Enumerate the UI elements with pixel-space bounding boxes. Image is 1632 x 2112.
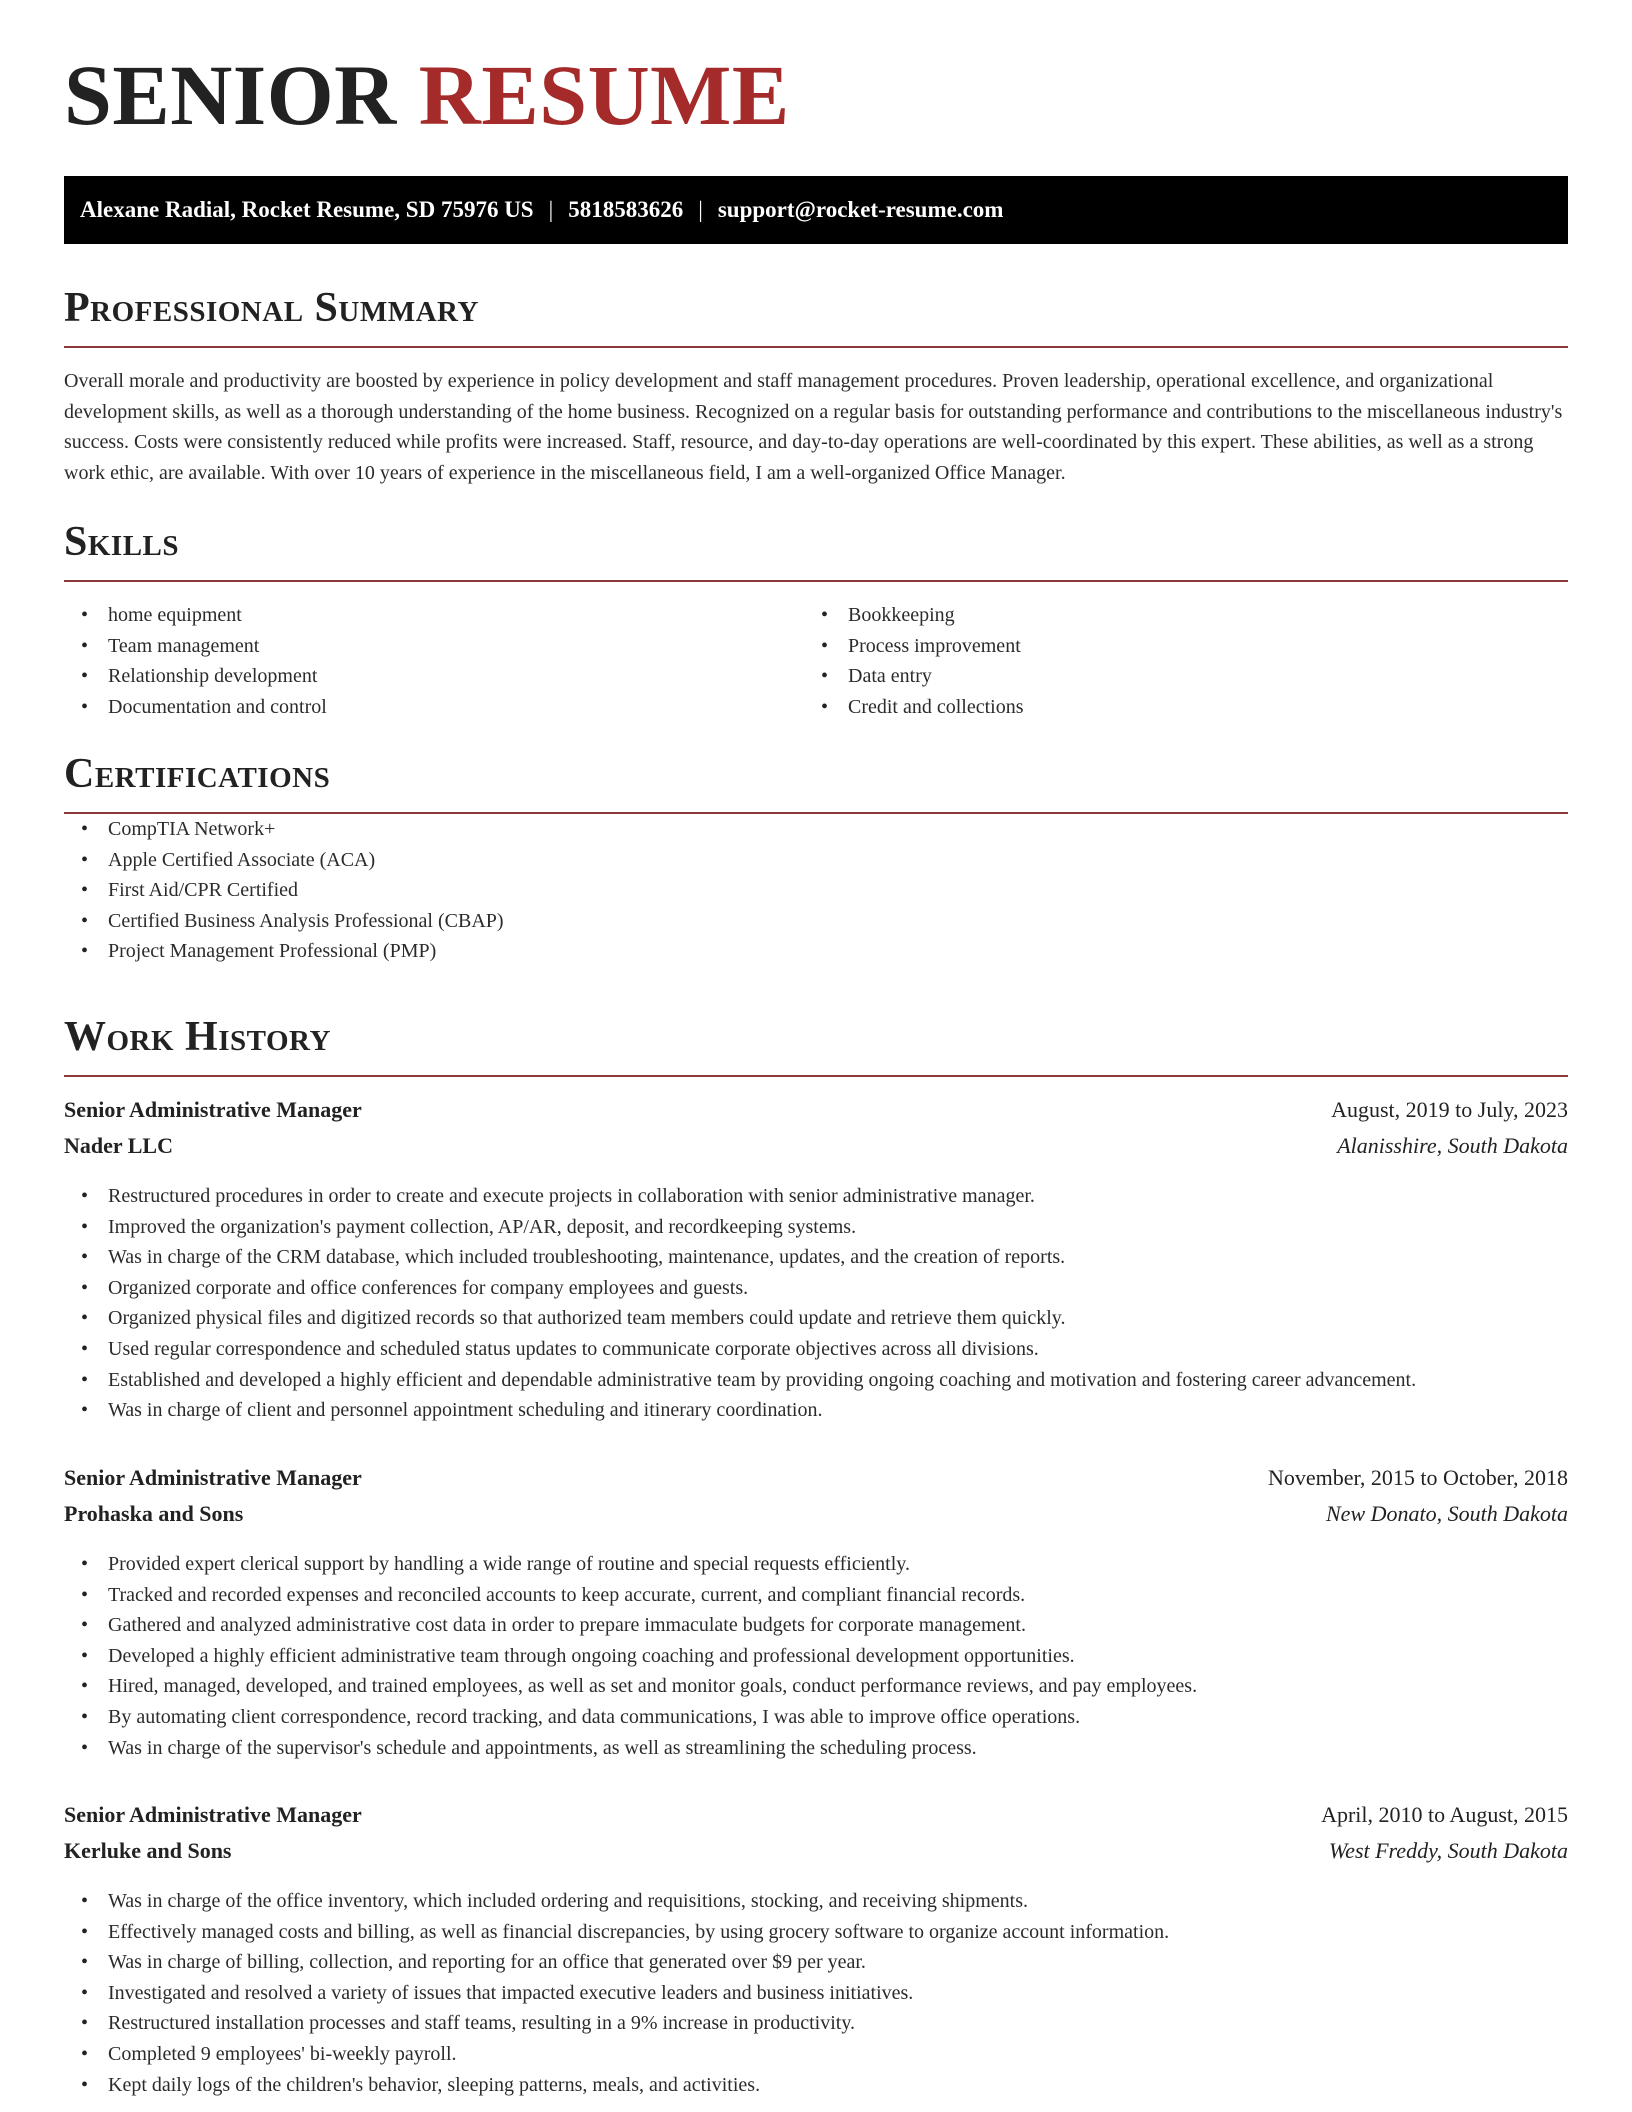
title-first-word: SENIOR xyxy=(64,47,397,143)
job-duty-item: • Kept daily logs of the children's behavior, sleeping patterns, meals, and activities. xyxy=(64,2070,1568,2101)
job-dates: April, 2010 to August, 2015 xyxy=(1321,1802,1568,1827)
title-second-word: RESUME xyxy=(418,47,790,143)
skill-item: • Team management xyxy=(64,631,804,662)
certification-item: • First Aid/CPR Certified xyxy=(64,875,1568,906)
job-duty-item: • Was in charge of billing, collection, and reporting for an office that generated over $9 per year. xyxy=(64,1947,1568,1978)
job-duty-item: • Restructured procedures in order to create and execute projects in collaboration with senior administrative manager. xyxy=(64,1181,1568,1212)
job-header-row xyxy=(64,1097,1568,1133)
job-entry xyxy=(64,1465,1568,1763)
job-duty-item: • Gathered and analyzed administrative cost data in order to prepare immaculate budgets for corporate management. xyxy=(64,1610,1568,1641)
certifications-heading: Certifications xyxy=(64,751,331,797)
job-dates: November, 2015 to October, 2018 xyxy=(1267,1465,1568,1490)
section-divider xyxy=(64,346,1568,348)
resume-title xyxy=(64,47,790,143)
skill-item: • Process improvement xyxy=(804,631,1544,662)
contact-bar xyxy=(64,176,1568,244)
job-duty-item: • Restructured installation processes and staff teams, resulting in a 9% increase in productivity. xyxy=(64,2008,1568,2039)
job-entry xyxy=(64,1802,1568,2100)
job-location: Alanisshire, South Dakota xyxy=(1337,1133,1568,1158)
job-duty-item: • Developed a highly efficient administrative team through ongoing coaching and professional development opportunities. xyxy=(64,1641,1568,1672)
job-duty-item: • Used regular correspondence and scheduled status updates to communicate corporate objectives across all divisions. xyxy=(64,1334,1568,1365)
job-duties-list xyxy=(64,1886,1568,2100)
summary-text: Overall morale and productivity are boosted by experience in policy development and staff management procedures. Proven leadership, operational excellence, and organizational development skills, as well as a thorough understanding of the home business. Recognized on a regular basis for outstanding performance and contributions to the miscellaneous industry's success. Costs were consistently reduced while profits were increased. Staff, resource, and day-to-day operations are well-coordinated by this expert. These abilities, as well as a strong work ethic, are available. With over 10 years of experience in the miscellaneous field, I am a well-organized Office Manager. xyxy=(64,370,1563,484)
job-duty-item: • Improved the organization's payment collection, AP/AR, deposit, and recordkeeping systems. xyxy=(64,1212,1568,1243)
job-company-row xyxy=(64,1838,1568,1874)
skills-columns xyxy=(64,600,1568,722)
job-location: New Donato, South Dakota xyxy=(1326,1501,1568,1526)
skill-item: • Documentation and control xyxy=(64,692,804,723)
contact-address: Alexane Radial, Rocket Resume, SD 75976 US xyxy=(80,197,534,222)
job-title: Senior Administrative Manager xyxy=(64,1802,362,1827)
work-history-section xyxy=(64,1013,1568,1077)
certification-item: • Apple Certified Associate (ACA) xyxy=(64,845,1568,876)
job-title: Senior Administrative Manager xyxy=(64,1097,362,1122)
job-duties-list xyxy=(64,1181,1568,1426)
job-duty-item: • Was in charge of the office inventory, which included ordering and requisitions, stocking, and receiving shipments. xyxy=(64,1886,1568,1917)
job-duties-list xyxy=(64,1549,1568,1763)
job-duty-item: • Established and developed a highly efficient and dependable administrative team by providing ongoing coaching and motivation and fostering career advancement. xyxy=(64,1365,1568,1396)
skill-item: • Credit and collections xyxy=(804,692,1544,723)
job-dates: August, 2019 to July, 2023 xyxy=(1331,1097,1568,1122)
job-duty-item: • Effectively managed costs and billing, as well as financial discrepancies, by using grocery software to organize account information. xyxy=(64,1917,1568,1948)
job-duty-item: • By automating client correspondence, record tracking, and data communications, I was able to improve office operations. xyxy=(64,1702,1568,1733)
job-duty-item: • Organized corporate and office conferences for company employees and guests. xyxy=(64,1273,1568,1304)
summary-section xyxy=(64,284,1568,488)
certifications-list xyxy=(64,814,1568,967)
skill-item: • Relationship development xyxy=(64,661,804,692)
job-company-row xyxy=(64,1501,1568,1537)
skills-list-right xyxy=(804,600,1544,722)
summary-heading: Professional Summary xyxy=(64,285,479,331)
job-header-row xyxy=(64,1802,1568,1838)
contact-separator: | xyxy=(548,197,554,222)
skills-list-left xyxy=(64,600,804,722)
certifications-section xyxy=(64,750,1568,967)
job-company: Nader LLC xyxy=(64,1133,173,1158)
certification-item: • Certified Business Analysis Professional (CBAP) xyxy=(64,906,1568,937)
contact-email[interactable]: support@rocket-resume.com xyxy=(717,197,1004,222)
skill-item: • Data entry xyxy=(804,661,1544,692)
job-title: Senior Administrative Manager xyxy=(64,1465,362,1490)
job-duty-item: • Completed 9 employees' bi-weekly payroll. xyxy=(64,2039,1568,2070)
job-duty-item: • Organized physical files and digitized records so that authorized team members could update and retrieve them quickly. xyxy=(64,1303,1568,1334)
job-company: Kerluke and Sons xyxy=(64,1838,232,1863)
job-duty-item: • Provided expert clerical support by handling a wide range of routine and special requests efficiently. xyxy=(64,1549,1568,1580)
job-duty-item: • Investigated and resolved a variety of issues that impacted executive leaders and business initiatives. xyxy=(64,1978,1568,2009)
section-divider xyxy=(64,580,1568,582)
section-divider xyxy=(64,1075,1568,1077)
job-entry xyxy=(64,1097,1568,1426)
job-duty-item: • Was in charge of client and personnel appointment scheduling and itinerary coordination. xyxy=(64,1395,1568,1426)
job-header-row xyxy=(64,1465,1568,1501)
job-duty-item: • Was in charge of the supervisor's schedule and appointments, as well as streamlining the scheduling process. xyxy=(64,1733,1568,1764)
job-company: Prohaska and Sons xyxy=(64,1501,244,1526)
contact-phone[interactable]: 5818583626 xyxy=(568,197,684,222)
certification-item: • Project Management Professional (PMP) xyxy=(64,936,1568,967)
job-duty-item: • Hired, managed, developed, and trained employees, as well as set and monitor goals, conduct performance reviews, and pay employees. xyxy=(64,1671,1568,1702)
skill-item: • Bookkeeping xyxy=(804,600,1544,631)
work-history-heading: Work History xyxy=(64,1014,331,1060)
skills-section xyxy=(64,518,1568,722)
job-company-row xyxy=(64,1133,1568,1169)
job-location: West Freddy, South Dakota xyxy=(1328,1838,1568,1863)
certification-item: • CompTIA Network+ xyxy=(64,814,1568,845)
skill-item: • home equipment xyxy=(64,600,804,631)
contact-separator: | xyxy=(698,197,703,222)
job-duty-item: • Was in charge of the CRM database, which included troubleshooting, maintenance, updates, and the creation of reports. xyxy=(64,1242,1568,1273)
skills-heading: Skills xyxy=(64,519,180,565)
job-duty-item: • Tracked and recorded expenses and reconciled accounts to keep accurate, current, and compliant financial records. xyxy=(64,1580,1568,1611)
